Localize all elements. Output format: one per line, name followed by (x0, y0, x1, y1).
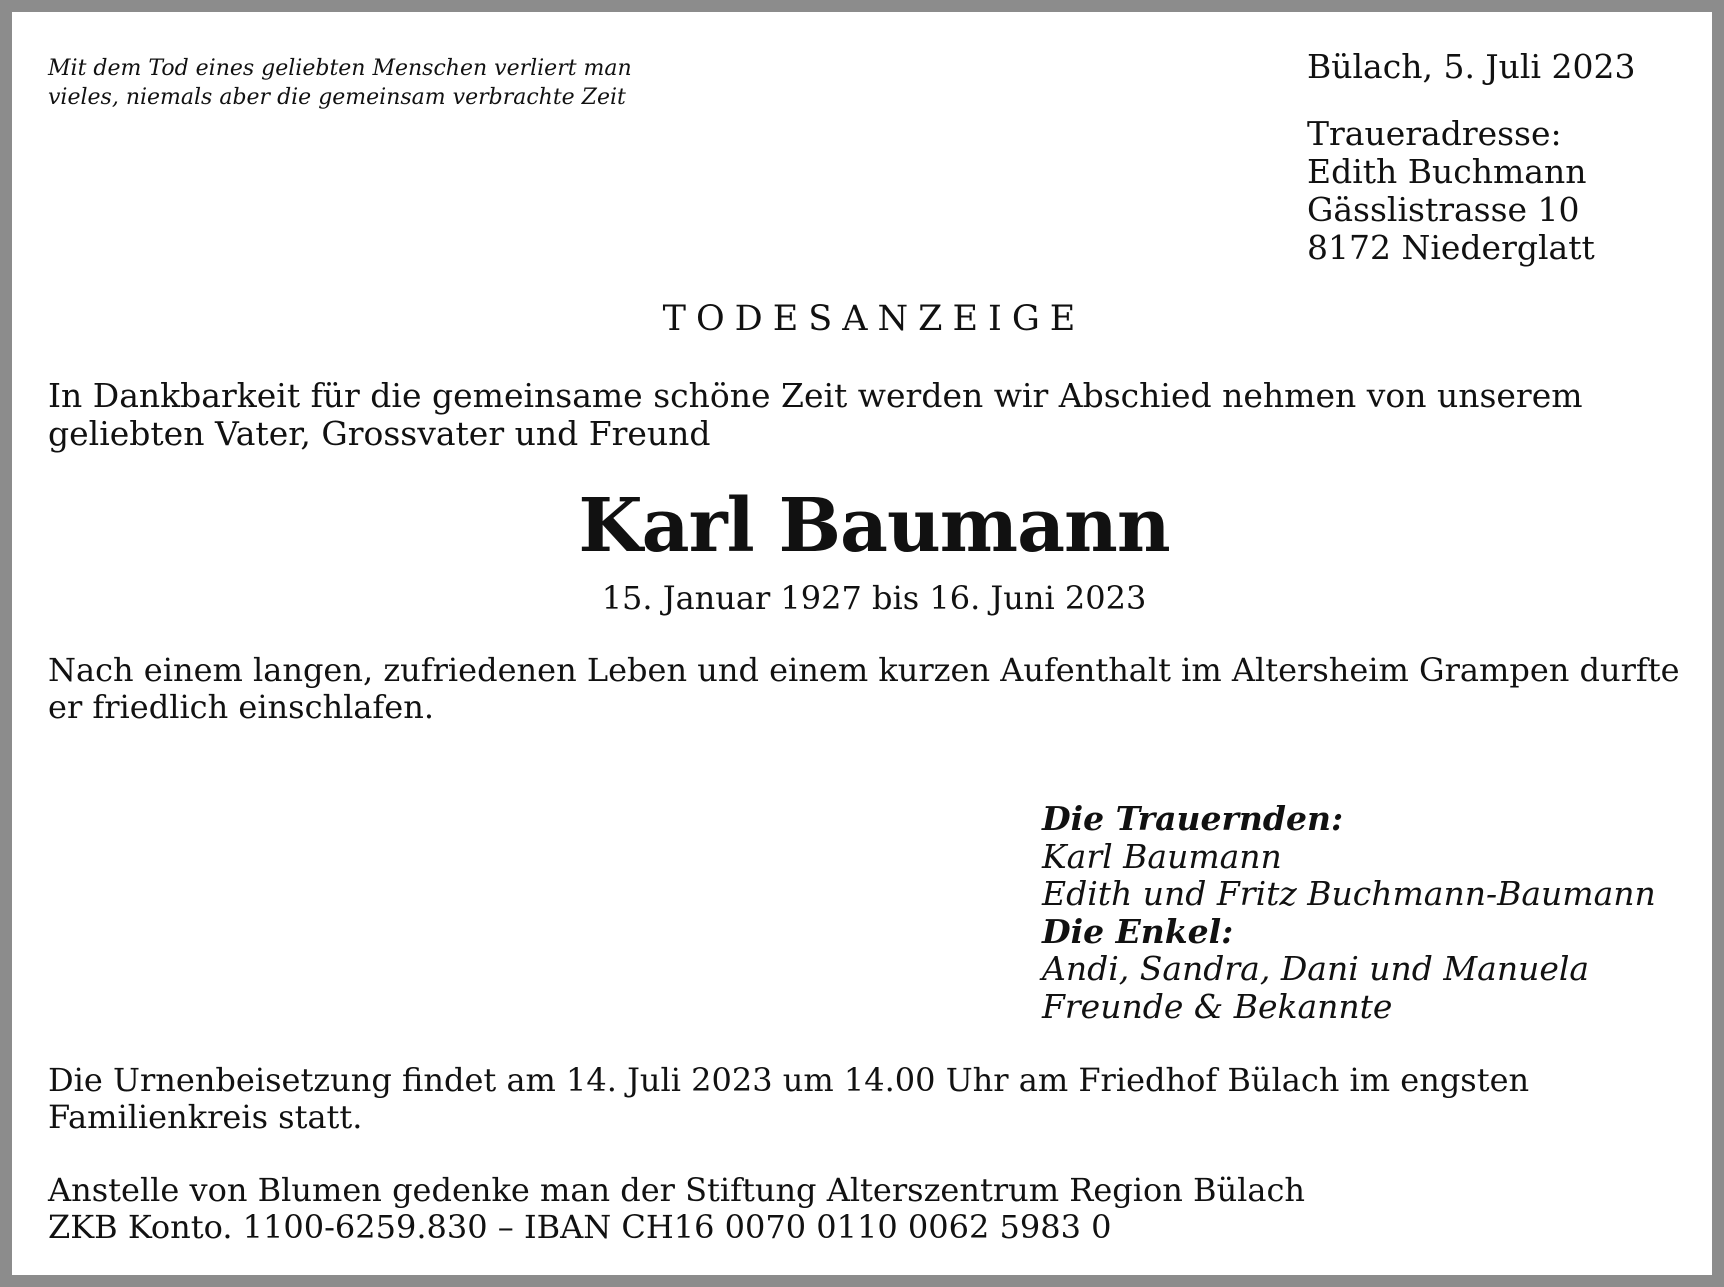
address-name: Edith Buchmann (1307, 152, 1587, 191)
mourner-name: Edith und Fritz Buchmann-Baumann (1042, 874, 1656, 913)
place-date: Bülach, 5. Juli 2023 (1307, 47, 1636, 86)
intro-line-2: geliebten Vater, Grossvater und Freund (48, 414, 711, 453)
deceased-name: Karl Baumann (578, 483, 1170, 569)
friends-line: Freunde & Bekannte (1042, 986, 1393, 1026)
life-dates: 15. Januar 1927 bis 16. Juni 2023 (601, 579, 1147, 617)
address-label: Traueradresse: (1307, 114, 1562, 153)
mourners-block (1042, 800, 1656, 1025)
burial-line-2: Familienkreis statt. (48, 1098, 363, 1136)
motto (48, 54, 748, 112)
donation-line-1: Anstelle von Blumen gedenke man der Stiftung Alterszentrum Region Bülach (48, 1171, 1306, 1209)
life-text-line-2: er friedlich einschlafen. (48, 688, 434, 726)
life-text-line-1: Nach einem langen, zufriedenen Leben und einem kurzen Aufenthalt im Altersheim Grampen durfte (48, 651, 1680, 689)
burial-line-1: Die Urnenbeisetzung findet am 14. Juli 2023 um 14.00 Uhr am Friedhof Bülach im engsten (48, 1061, 1530, 1099)
grandchildren-group-label: Die Enkel: (1042, 911, 1234, 951)
mourner-name: Karl Baumann (1042, 836, 1282, 876)
donation-line-2: ZKB Konto. 1100-6259.830 – IBAN CH16 0070 0110 0062 5983 0 (48, 1208, 1112, 1246)
motto-line-2: vieles, niemals aber die gemeinsam verbrachte Zeit (48, 85, 626, 110)
address-city: 8172 Niederglatt (1307, 228, 1595, 267)
burial-info (48, 1062, 1688, 1136)
mourners-group-label: Die Trauernden: (1042, 799, 1344, 838)
intro-line-1: In Dankbarkeit für die gemeinsame schöne Zeit werden wir Abschied nehmen von unserem (48, 376, 1583, 415)
mourning-address (1307, 115, 1595, 267)
grandchildren-names: Andi, Sandra, Dani und Manuela (1042, 949, 1590, 988)
obituary-notice (12, 12, 1712, 1275)
intro-text (48, 377, 1668, 453)
life-text (48, 652, 1688, 726)
address-street: Gässlistrasse 10 (1307, 190, 1580, 229)
notice-heading: TODESANZEIGE (662, 299, 1086, 339)
motto-line-1: Mit dem Tod eines geliebten Menschen verliert man (48, 56, 632, 81)
donation-info (48, 1172, 1688, 1246)
